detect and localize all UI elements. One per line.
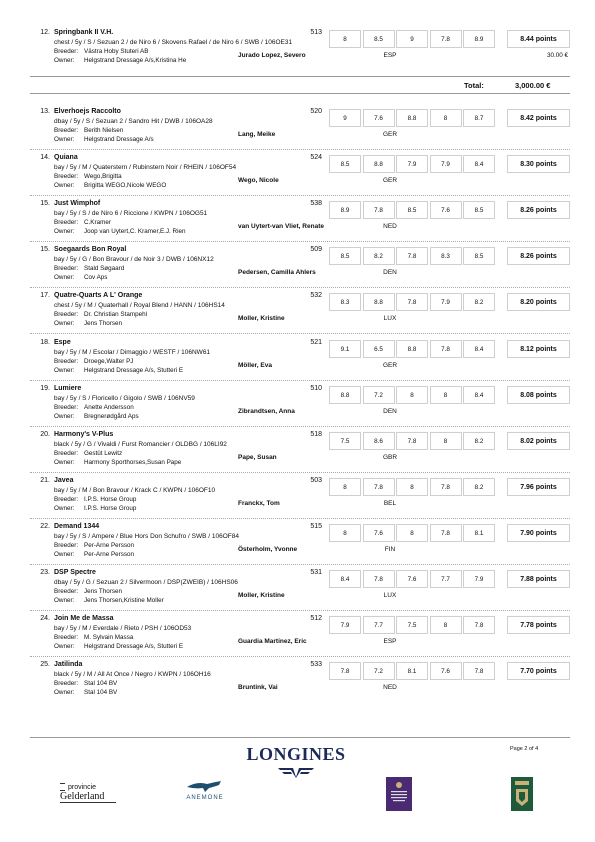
total-bottom-divider	[30, 93, 570, 94]
rank: 23.	[40, 569, 50, 576]
judge-score: 8.5	[329, 155, 361, 173]
horse-name: Espe	[54, 339, 71, 346]
breeder-label: Breeder:	[54, 680, 79, 687]
entry-separator	[30, 564, 570, 565]
breeder-value: Stald Søgaard	[84, 265, 125, 272]
championship-badge-logo	[386, 777, 412, 811]
horse-number: 518	[310, 431, 322, 438]
breeder-value: Wego,Brigitta	[84, 173, 122, 180]
judge-score: 6.5	[363, 340, 395, 358]
owner-line	[54, 274, 107, 281]
judge-score: 7.6	[396, 570, 428, 588]
judge-scores	[329, 662, 497, 680]
breeder-value: C.Kramer	[84, 219, 111, 226]
horse-number: 521	[310, 339, 322, 346]
entry-separator	[30, 426, 570, 427]
breeder-line	[54, 219, 111, 226]
judge-score: 9	[329, 109, 361, 127]
judge-score: 8.3	[329, 293, 361, 311]
anemone-logo	[172, 779, 238, 801]
judge-scores	[329, 201, 497, 219]
judge-score: 7.8	[329, 662, 361, 680]
owner-line	[54, 136, 154, 143]
horse-pedigree: chest / 5y / S / Sezuan 2 / de Niro 6 / Skovens Rafael / de Niro 6 / SWB / 106OE31	[54, 39, 293, 46]
prize-money: 30.00 €	[546, 52, 568, 59]
judge-score: 7.9	[329, 616, 361, 634]
judge-score: 8.5	[463, 201, 495, 219]
total-points: 8.30 points	[507, 155, 570, 173]
judge-score: 8.8	[363, 293, 395, 311]
total-label: Total:	[464, 81, 484, 90]
rider-name: Bruntink, Vai	[238, 684, 278, 691]
total-points: 7.90 points	[507, 524, 570, 542]
owner-label: Owner:	[54, 367, 75, 374]
breeder-line	[54, 634, 133, 641]
rider-name: Möller, Eva	[238, 362, 272, 369]
judge-score: 8	[430, 616, 462, 634]
judge-score: 8.9	[463, 30, 495, 48]
rider-name: Lang, Meike	[238, 131, 276, 138]
rider-name: Zibrandtsen, Anna	[238, 408, 295, 415]
breeder-line	[54, 265, 124, 272]
entry-separator	[30, 610, 570, 611]
judge-score: 7.7	[363, 616, 395, 634]
rank: 14.	[40, 154, 50, 161]
judge-score: 8	[396, 386, 428, 404]
entry-separator	[30, 241, 570, 242]
badge-icon	[386, 777, 412, 811]
breeder-line	[54, 358, 133, 365]
owner-value: Helgstrand Dressage A/s, Stutteri E	[84, 643, 184, 650]
judge-score: 7.9	[430, 155, 462, 173]
rank: 19.	[40, 385, 50, 392]
horse-name: Lumiere	[54, 385, 82, 392]
judge-score: 8.2	[463, 293, 495, 311]
judge-score: 8	[329, 524, 361, 542]
horse-name: Soegaards Bon Royal	[54, 246, 127, 253]
breeder-label: Breeder:	[54, 48, 79, 55]
rider-nation: GER	[382, 177, 398, 184]
total-points: 8.44 points	[507, 30, 570, 48]
judge-scores	[329, 616, 497, 634]
owner-value: Jens Thorsen,Kristine Moller	[84, 597, 164, 604]
breeder-line	[54, 680, 117, 687]
judge-score: 8	[396, 524, 428, 542]
horse-pedigree: dbay / 5y / S / Sezuan 2 / Sandro Hit / DWB / 106OA28	[54, 118, 213, 125]
judge-score: 8.4	[463, 155, 495, 173]
horse-name: Elverhoejs Raccolto	[54, 108, 121, 115]
provincie-text: provincie	[68, 783, 97, 791]
breeder-value: Per-Arne Persson	[84, 542, 135, 549]
judge-score: 7.6	[430, 201, 462, 219]
judge-score: 8.8	[363, 155, 395, 173]
horse-name: Quiana	[54, 154, 78, 161]
entry-separator	[30, 287, 570, 288]
owner-label: Owner:	[54, 274, 75, 281]
breeder-label: Breeder:	[54, 634, 79, 641]
rider-nation: NED	[383, 223, 397, 230]
crest-icon	[511, 777, 533, 811]
horse-number: 515	[310, 523, 322, 530]
judge-score: 7.2	[363, 662, 395, 680]
judge-score: 7.8	[463, 616, 495, 634]
entry-separator	[30, 195, 570, 196]
entry-separator	[30, 149, 570, 150]
owner-line	[54, 551, 134, 558]
judge-score: 7.8	[463, 662, 495, 680]
total-points: 7.96 points	[507, 478, 570, 496]
anemone-text: ANEMONE	[186, 795, 224, 801]
breeder-line	[54, 404, 134, 411]
judge-score: 7.8	[363, 478, 395, 496]
rider-name: Guardia Martinez, Eric	[238, 638, 307, 645]
entry-separator	[30, 333, 570, 334]
owner-label: Owner:	[54, 413, 75, 420]
owner-label: Owner:	[54, 182, 75, 189]
judge-score: 8	[329, 30, 361, 48]
owner-line	[54, 182, 166, 189]
judge-score: 7.8	[396, 247, 428, 265]
owner-value: Brigitta WEGO,Nicole WEGO	[84, 182, 167, 189]
breeder-label: Breeder:	[54, 542, 79, 549]
judge-scores	[329, 340, 497, 358]
judge-score: 7.5	[396, 616, 428, 634]
rider-name: van Uytert-van Vliet, Renate	[238, 223, 324, 230]
owner-line	[54, 320, 122, 327]
rider-name: Franckx, Tom	[238, 500, 280, 507]
owner-value: Helgstrand Dressage A/s,Kristina He	[84, 57, 187, 64]
judge-score: 8.4	[463, 340, 495, 358]
horse-number: 503	[310, 477, 322, 484]
judge-score: 8.6	[363, 432, 395, 450]
rider-name: Pape, Susan	[238, 454, 277, 461]
owner-label: Owner:	[54, 57, 75, 64]
total-points: 8.20 points	[507, 293, 570, 311]
gelderland-text: Gelderland	[60, 791, 116, 803]
judge-score: 7.8	[430, 30, 462, 48]
judge-score: 8.2	[463, 432, 495, 450]
judge-scores	[329, 386, 497, 404]
judge-score: 7.8	[430, 478, 462, 496]
judge-score: 8.4	[329, 570, 361, 588]
longines-wings-icon	[276, 765, 316, 779]
rider-name: Österholm, Yvonne	[238, 546, 298, 553]
judge-score: 8.3	[430, 247, 462, 265]
breeder-line	[54, 588, 122, 595]
breeder-label: Breeder:	[54, 219, 79, 226]
breeder-value: Berith Nielsen	[84, 127, 124, 134]
horse-pedigree: black / 5y / M / All At Once / Negro / KWPN / 106OH16	[54, 671, 211, 678]
judge-score: 8	[396, 478, 428, 496]
owner-line	[54, 597, 164, 604]
owner-value: Helgstrand Dressage A/s, Stutteri E	[84, 367, 184, 374]
breeder-line	[54, 450, 122, 457]
total-points: 8.12 points	[507, 340, 570, 358]
owner-label: Owner:	[54, 459, 75, 466]
owner-line	[54, 228, 186, 235]
breeder-label: Breeder:	[54, 588, 79, 595]
total-points: 7.70 points	[507, 662, 570, 680]
rider-nation: NED	[383, 684, 397, 691]
rank: 20.	[40, 431, 50, 438]
total-points: 8.42 points	[507, 109, 570, 127]
breeder-label: Breeder:	[54, 496, 79, 503]
breeder-value: Jens Thorsen	[84, 588, 123, 595]
total-points: 8.08 points	[507, 386, 570, 404]
judge-score: 7.9	[396, 155, 428, 173]
horse-name: Demand 1344	[54, 523, 100, 530]
breeder-label: Breeder:	[54, 173, 79, 180]
rank: 13.	[40, 108, 50, 115]
rider-nation: GBR	[382, 454, 398, 461]
longines-logo	[236, 744, 356, 781]
horse-number: 513	[310, 29, 322, 36]
horse-number: 531	[310, 569, 322, 576]
rank: 15.	[40, 200, 50, 207]
owner-line	[54, 505, 136, 512]
owner-value: Stal 104 BV	[84, 689, 118, 696]
judge-scores	[329, 293, 497, 311]
horse-pedigree: black / 5y / G / Vivaldi / Furst Romancier / OLDBG / 106LI92	[54, 441, 227, 448]
horse-pedigree: bay / 5y / S / Ampere / Blue Hors Don Schufro / SWB / 106OF84	[54, 533, 239, 540]
rider-name: Moller, Kristine	[238, 315, 285, 322]
horse-name: Just Wimphof	[54, 200, 101, 207]
breeder-value: Västra Hoby Stuteri AB	[84, 48, 149, 55]
horse-name: Quatre-Quarts A L' Orange	[54, 292, 143, 299]
judge-score: 8.5	[463, 247, 495, 265]
rank: 24.	[40, 615, 50, 622]
judge-scores	[329, 155, 497, 173]
judge-score: 7.8	[363, 570, 395, 588]
owner-value: Cov Aps	[84, 274, 108, 281]
entry-separator	[30, 656, 570, 657]
horse-pedigree: bay / 5y / M / Escolar / Dimaggio / WESTF / 106NW61	[54, 349, 211, 356]
owner-value: Per-Arne Persson	[84, 551, 135, 558]
horse-name: Springbank II V.H.	[54, 29, 114, 36]
judge-score: 7.2	[363, 386, 395, 404]
judge-scores	[329, 478, 497, 496]
horse-name: Harmony's V-Plus	[54, 431, 114, 438]
breeder-label: Breeder:	[54, 265, 79, 272]
owner-line	[54, 689, 117, 696]
horse-pedigree: bay / 5y / S / de Niro 6 / Riccione / KWPN / 106OG51	[54, 210, 208, 217]
total-points: 8.26 points	[507, 201, 570, 219]
horse-pedigree: bay / 5y / M / Bon Bravour / Krack C / KWPN / 106OF10	[54, 487, 216, 494]
rider-nation: DEN	[383, 408, 397, 415]
provincie-gelderland-logo	[60, 783, 130, 803]
breeder-label: Breeder:	[54, 450, 79, 457]
breeder-value: Gestüt Lewitz	[84, 450, 123, 457]
entry-separator	[30, 472, 570, 473]
owner-line	[54, 57, 186, 64]
rank: 12.	[40, 29, 50, 36]
rank: 21.	[40, 477, 50, 484]
owner-line	[54, 413, 139, 420]
breeder-label: Breeder:	[54, 404, 79, 411]
judge-scores	[329, 432, 497, 450]
owner-value: Helgstrand Dressage A/s	[84, 136, 154, 143]
owner-label: Owner:	[54, 320, 75, 327]
judge-score: 7.8	[430, 524, 462, 542]
horse-number: 520	[310, 108, 322, 115]
entry-separator	[30, 380, 570, 381]
judge-score: 8.4	[463, 386, 495, 404]
rank: 15.	[40, 246, 50, 253]
rider-nation: LUX	[383, 315, 397, 322]
breeder-line	[54, 173, 122, 180]
judge-score: 7.5	[329, 432, 361, 450]
judge-score: 8.5	[363, 30, 395, 48]
judge-score: 8	[430, 386, 462, 404]
judge-score: 7.9	[463, 570, 495, 588]
breeder-line	[54, 311, 147, 318]
breeder-value: Dr. Christian Stampehl	[84, 311, 147, 318]
horse-pedigree: chest / 5y / M / Quaterhall / Royal Blend / HANN / 106HS14	[54, 302, 225, 309]
total-points: 7.88 points	[507, 570, 570, 588]
judge-score: 7.9	[430, 293, 462, 311]
rider-name: Jurado Lopez, Severo	[238, 52, 306, 59]
judge-score: 8	[430, 109, 462, 127]
horse-number: 524	[310, 154, 322, 161]
rider-nation: GER	[382, 131, 398, 138]
rider-nation: BEL	[383, 500, 397, 507]
owner-value: Jens Thorsen	[84, 320, 123, 327]
owner-label: Owner:	[54, 689, 75, 696]
judge-score: 7.6	[430, 662, 462, 680]
rider-nation: FIN	[384, 546, 396, 553]
total-value: 3,000.00 €	[515, 81, 551, 90]
judge-score: 7.8	[430, 340, 462, 358]
horse-number: 512	[310, 615, 322, 622]
horse-head-icon	[185, 779, 225, 793]
horse-number: 533	[310, 661, 322, 668]
rank: 18.	[40, 339, 50, 346]
judge-scores	[329, 109, 497, 127]
rank: 22.	[40, 523, 50, 530]
breeder-line	[54, 48, 148, 55]
breeder-line	[54, 496, 136, 503]
judge-score: 8.9	[329, 201, 361, 219]
judge-score: 7.7	[430, 570, 462, 588]
breeder-value: Anette Andersson	[84, 404, 134, 411]
owner-line	[54, 643, 183, 650]
rider-nation: DEN	[383, 269, 397, 276]
rider-nation: ESP	[383, 638, 397, 645]
judge-scores	[329, 247, 497, 265]
judge-score: 7.8	[363, 201, 395, 219]
judge-scores	[329, 524, 497, 542]
longines-wordmark: LONGINES	[246, 744, 346, 764]
judge-score: 8	[329, 478, 361, 496]
owner-line	[54, 459, 181, 466]
owner-value: Joop van Uytert,C. Kramer,E.J. Rien	[84, 228, 186, 235]
horse-name: Javea	[54, 477, 74, 484]
total-divider	[30, 76, 570, 77]
breeder-label: Breeder:	[54, 358, 79, 365]
rider-nation: GER	[382, 362, 398, 369]
horse-name: Join Me de Massa	[54, 615, 114, 622]
horse-name: DSP Spectre	[54, 569, 96, 576]
horse-name: Jatilinda	[54, 661, 83, 668]
judge-score: 8.8	[329, 386, 361, 404]
breeder-value: Droege,Walter PJ	[84, 358, 134, 365]
judge-score: 7.6	[363, 524, 395, 542]
judge-score: 8	[430, 432, 462, 450]
footer-divider	[30, 737, 570, 738]
total-points: 8.02 points	[507, 432, 570, 450]
rank: 17.	[40, 292, 50, 299]
judge-score: 8.1	[463, 524, 495, 542]
owner-value: Harmony Sporthorses,Susan Pape	[84, 459, 182, 466]
judge-score: 8.8	[396, 340, 428, 358]
owner-line	[54, 367, 183, 374]
horse-number: 510	[310, 385, 322, 392]
owner-value: I.P.S. Horse Group	[84, 505, 137, 512]
rider-name: Pedersen, Camilla Ahlers	[238, 269, 316, 276]
owner-label: Owner:	[54, 551, 75, 558]
judge-score: 8.2	[463, 478, 495, 496]
judge-score: 8.1	[396, 662, 428, 680]
judge-score: 9	[396, 30, 428, 48]
owner-label: Owner:	[54, 597, 75, 604]
breeder-label: Breeder:	[54, 311, 79, 318]
horse-number: 509	[310, 246, 322, 253]
breeder-value: Stal 104 BV	[84, 680, 118, 687]
page-number: Page 2 of 4	[510, 746, 539, 752]
judge-score: 8.7	[463, 109, 495, 127]
total-points: 7.78 points	[507, 616, 570, 634]
rider-name: Wego, Nicole	[238, 177, 279, 184]
breeder-label: Breeder:	[54, 127, 79, 134]
breeder-value: I.P.S. Horse Group	[84, 496, 137, 503]
judge-score: 8.5	[329, 247, 361, 265]
rank: 25.	[40, 661, 50, 668]
judge-score: 7.8	[396, 432, 428, 450]
judge-score: 8.5	[396, 201, 428, 219]
total-points: 8.26 points	[507, 247, 570, 265]
horse-pedigree: bay / 5y / S / Floricello / Gigolo / SWB / 106NV59	[54, 395, 195, 402]
horse-number: 538	[310, 200, 322, 207]
owner-value: Bregnerødgård Aps	[84, 413, 139, 420]
horse-number: 532	[310, 292, 322, 299]
owner-label: Owner:	[54, 228, 75, 235]
owner-label: Owner:	[54, 505, 75, 512]
horse-pedigree: bay / 5y / G / Bon Bravour / de Noir 3 / DWB / 106NX12	[54, 256, 214, 263]
judge-score: 7.6	[363, 109, 395, 127]
judge-score: 8.2	[363, 247, 395, 265]
rider-nation: LUX	[383, 592, 397, 599]
breeder-value: M. Sylvain Massa	[84, 634, 134, 641]
owner-label: Owner:	[54, 136, 75, 143]
horse-pedigree: dbay / 5y / G / Sezuan 2 / Silvermoon / DSP(ZWEIB) / 106HS06	[54, 579, 238, 586]
owner-label: Owner:	[54, 643, 75, 650]
horse-pedigree: bay / 5y / M / Everdale / Rieto / PSH / 106OD53	[54, 625, 192, 632]
ermelo-crest-logo	[511, 777, 533, 811]
rider-nation: ESP	[383, 52, 397, 59]
breeder-line	[54, 127, 123, 134]
judge-scores	[329, 570, 497, 588]
breeder-line	[54, 542, 134, 549]
judge-scores	[329, 30, 497, 48]
judge-score: 7.8	[396, 293, 428, 311]
judge-score: 8.8	[396, 109, 428, 127]
horse-pedigree: bay / 5y / M / Quaterstern / Rubinstern Noir / RHEIN / 106OF54	[54, 164, 237, 171]
rider-name: Moller, Kristine	[238, 592, 285, 599]
judge-score: 9.1	[329, 340, 361, 358]
entry-separator	[30, 518, 570, 519]
